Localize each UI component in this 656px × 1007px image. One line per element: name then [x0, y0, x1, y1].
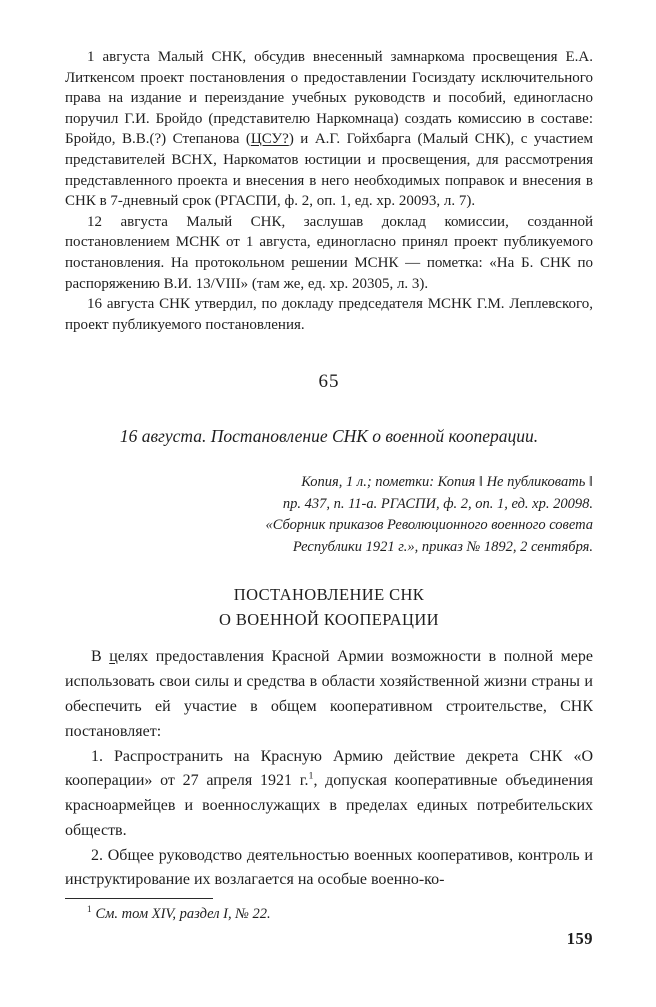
source-annotation	[65, 472, 593, 558]
source-line: Республики 1921 г.», приказ № 1892, 2 сентября.	[292, 538, 593, 555]
document-heading	[65, 582, 593, 632]
footnote-divider	[65, 898, 213, 899]
commentary-paragraph: 16 августа СНК утвердил, по докладу председателя МСНК Г.М. Леплевского, проект публикуемого постановления.	[65, 296, 593, 333]
source-line: пр. 437, п. 11-а. РГАСПИ, ф. 2, оп. 1, ед. хр. 20098.	[282, 495, 593, 512]
body-paragraph: 2. Общее руководство деятельностью военных кооперативов, контроль и инструктирование их возлагается на особые военно-ко-	[65, 846, 593, 889]
source-line: «Сборник приказов Революционного военного совета	[265, 517, 593, 534]
footnote-body: См. том XIV, раздел I, № 22.	[95, 906, 271, 922]
footnote-marker: 1	[87, 904, 92, 915]
footnote-text	[65, 906, 593, 923]
commentary-paragraph	[65, 47, 593, 212]
source-line: Копия, 1 л.; пометки: Копия ‖ Не публиковать ‖	[301, 474, 593, 491]
document-title: 16 августа. Постановление СНК о военной кооперации.	[119, 426, 539, 447]
body-paragraph	[65, 645, 593, 744]
commentary-section	[65, 47, 593, 335]
heading-line: ПОСТАНОВЛЕНИЕ СНК	[233, 585, 425, 605]
footnote-reference: 1	[308, 770, 314, 782]
document-body	[65, 645, 593, 897]
underlined-text: ЦСУ?	[250, 131, 289, 148]
text-segment: 1. Распространить на Красную Армию действие декрета СНК «О кооперации» от 27 апреля 1921 г.	[65, 747, 593, 790]
heading-line: О ВОЕННОЙ КООПЕРАЦИИ	[219, 610, 439, 630]
underlined-text: ц	[109, 648, 118, 666]
commentary-paragraph: 12 августа Малый СНК, заслушав доклад комиссии, созданной постановлением МСНК от 1 августа, единогласно принял проект публикуемого постановления. На протокольном решении МСНК — пометка: «На Б. СНК по распоряжению В.И. 13/VIII» (там же, ед. хр. 20305, л. 3).	[65, 213, 593, 292]
page-number: 159	[566, 929, 593, 948]
text-segment: елях предоставления Красной Армии возможности в полной мере использовать свои силы и средства в области хозяйственной жизни страны и обеспечить ей участие в общем кооперативном строительстве, СНК постановляет:	[65, 648, 593, 740]
text-segment: 1 августа Малый СНК, обсудив внесенный замнаркома просвещения Е.А. Литкенсом проект постановления о предоставлении Госиздату исключительного права на издание и переиздание учебных руководств и пособий, единогласно поручил Г.И. Бройдо (представителю Наркомнаца) создать комиссию в составе: Бройдо, В.В.(?) Степанова (	[65, 49, 593, 148]
text-segment: ) и А.Г. Гойхбарга (Малый СНК), с участием представителей ВСНХ, Наркоматов юстиции и просвещения, для рассмотрения представленного проекта и внесения в него необходимых поправок и внесения в СНК в 7-дневный срок (РГАСПИ, ф. 2, оп. 1, ед. хр. 20093, л. 7).	[65, 131, 594, 210]
text-segment: В	[91, 648, 110, 666]
text-segment: , допуская кооперативные объединения красноармейцев и военнослужащих в пределах единых потребительских обществ.	[65, 772, 593, 839]
document-number: 65	[318, 371, 340, 393]
body-paragraph	[65, 745, 593, 844]
footnote-section	[65, 898, 593, 923]
